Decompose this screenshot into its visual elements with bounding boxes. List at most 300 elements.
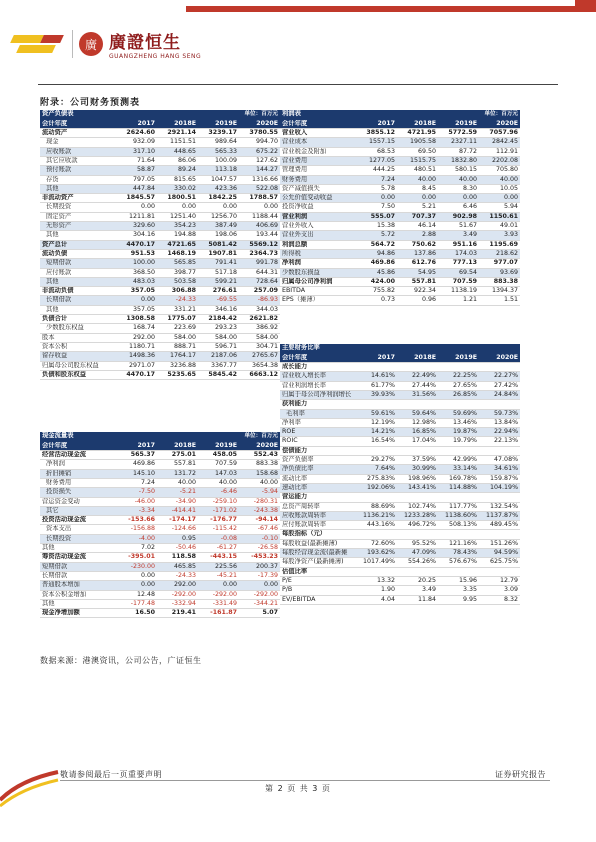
table-row [40,451,280,460]
row-value: -453.23 [239,553,280,562]
row-value: 2184.42 [198,315,239,324]
row-value: 557.81 [157,460,198,469]
row-value: 198.96% [397,474,438,483]
year-header: 2018E [157,441,198,450]
row-value: 508.13% [438,521,479,530]
row-value: 118.58 [157,553,198,562]
row-value [356,567,397,576]
row-value: 2621.82 [239,315,280,324]
row-value: 1.90 [356,586,397,595]
table-row [280,418,520,427]
table-row [40,249,280,258]
row-value: 398.77 [157,268,198,277]
row-value: -94.14 [239,516,280,525]
year-header-row [40,119,280,128]
row-value: 329.60 [116,222,157,231]
row-value [397,446,438,455]
row-value: 59.61% [356,409,397,418]
row-value: 137.86 [397,249,438,258]
row-label: 其它应收款 [40,156,116,165]
row-value: 317.10 [116,147,157,156]
row-value: 1017.49% [356,558,397,567]
row-value: 29.27% [356,456,397,465]
row-value: 87.72 [438,147,479,156]
row-value: 2364.73 [239,249,280,258]
row-value: -24.33 [157,571,198,580]
row-value: 145.10 [116,469,157,478]
row-value: 39.93% [356,390,397,399]
row-value: 0.00 [116,296,157,305]
row-value [479,363,520,372]
row-value: 200.37 [239,562,280,571]
row-value: -7.50 [116,488,157,497]
row-value: 977.07 [479,259,520,268]
row-value: 13.32 [356,576,397,585]
row-value: 644.31 [239,268,280,277]
row-value: -34.90 [157,497,198,506]
row-value: 3.35 [438,586,479,595]
table-row [280,437,520,446]
row-value: 951.53 [116,249,157,258]
row-value [438,400,479,409]
row-value: 386.92 [239,324,280,333]
table-row [280,287,520,296]
row-value: 4470.17 [116,240,157,249]
blank-cell [356,110,397,119]
row-label: 其它 [40,506,116,515]
row-label: 净利润 [40,460,116,469]
table-row [40,129,280,138]
brand-name-en: GUANGZHENG HANG SENG [109,53,202,60]
table-row [40,287,280,296]
row-value: 675.22 [239,147,280,156]
year-header-row [280,119,520,128]
row-value: 3239.17 [198,129,239,138]
table-row [40,324,280,333]
row-value: 2971.07 [116,361,157,370]
year-header: 2018E [157,119,198,128]
row-label: 非流动资产 [40,194,116,203]
row-value: 40.00 [239,478,280,487]
row-value: -414.41 [157,506,198,515]
row-value: 22.94% [479,428,520,437]
blank-cell [157,110,198,119]
row-value: -17.39 [239,571,280,580]
section-title-row [40,110,280,119]
table-row [40,525,280,534]
row-value: 58.87 [116,166,157,175]
row-value: 496.72% [397,521,438,530]
row-value: -4.00 [116,534,157,543]
row-value: 7.24 [116,478,157,487]
year-header: 2017 [356,353,397,362]
row-label: 无形资产 [40,222,116,231]
row-value: 503.58 [157,277,198,286]
row-value: -153.66 [116,516,157,525]
row-value: 13.84% [479,418,520,427]
table-row [40,277,280,286]
row-value: 59.73% [479,409,520,418]
row-value: 1775.07 [157,315,198,324]
table-row [280,212,520,221]
row-value: 1138.60% [438,511,479,520]
row-value: 2187.06 [198,352,239,361]
row-label: 每股经营现金流(最新摊 [280,549,356,558]
row-value: 121.16% [438,539,479,548]
row-value: 40.00 [157,478,198,487]
row-value [356,493,397,502]
row-value: 4.04 [356,595,397,604]
row-value: 61.77% [356,381,397,390]
row-value: 304.71 [239,342,280,351]
row-value: 275.01 [157,451,198,460]
row-value [397,400,438,409]
footer-divider [60,780,550,781]
data-source-note: 数据来源：港澳资讯，公司公告，广证恒生 [40,656,202,665]
row-label: 归属母公司净利润 [280,277,356,286]
row-value: 19.87% [438,428,479,437]
row-value: 276.61 [198,287,239,296]
row-value: -86.93 [239,296,280,305]
logo-divider [72,30,73,58]
table-row [280,268,520,277]
row-value: 33.14% [438,465,479,474]
row-value [479,446,520,455]
row-value: 42.99% [438,456,479,465]
row-label: 应收账款 [40,147,116,156]
row-value: 114.88% [438,483,479,492]
row-value: 557.81 [397,277,438,286]
row-value: 71.64 [116,156,157,165]
year-header: 2019E [438,119,479,128]
row-value: 5772.59 [438,129,479,138]
row-value: 193.44 [239,231,280,240]
row-value: 6.46 [438,203,479,212]
row-value: -344.21 [239,599,280,608]
row-value: 100.00 [116,259,157,268]
row-value: 0.00 [116,571,157,580]
row-value: 4721.95 [397,129,438,138]
row-value: -115.42 [198,525,239,534]
row-value: 1211.81 [116,212,157,221]
row-value: 522.08 [239,184,280,193]
balance-sheet-table [40,110,280,380]
row-label: 少数股东损益 [280,268,356,277]
row-value: 1137.87% [479,511,520,520]
row-value: 584.00 [239,333,280,342]
row-value: 584.00 [157,333,198,342]
row-value [397,567,438,576]
row-label: 留存收益 [40,352,116,361]
row-value: 554.26% [397,558,438,567]
row-label: 流动资产 [40,129,116,138]
row-value: 31.56% [397,390,438,399]
row-value: 555.07 [356,212,397,221]
row-label: 现金 [40,138,116,147]
row-value: -6.46 [198,488,239,497]
row-value: 517.18 [198,268,239,277]
row-value: 93.69 [479,268,520,277]
row-label: 普通股本增加 [40,581,116,590]
row-value: 483.03 [116,277,157,286]
table-row [40,259,280,268]
row-label: 公允价值变动收益 [280,194,356,203]
row-value: 883.38 [239,460,280,469]
row-value: 0.00 [198,581,239,590]
table-row [40,562,280,571]
row-label: 长期投资 [40,203,116,212]
row-label: 其他 [40,599,116,608]
row-label: 营业利润增长率 [280,381,356,390]
year-header: 2017 [116,119,157,128]
row-value: -26.58 [239,544,280,553]
blank-cell [157,432,198,441]
year-header: 2019E [438,353,479,362]
row-value: 16.54% [356,437,397,446]
row-value: -259.10 [198,497,239,506]
table-row [40,599,280,608]
year-header: 2018E [397,119,438,128]
row-value: 218.62 [479,249,520,258]
row-value: 447.84 [116,184,157,193]
table-row [280,240,520,249]
table-row [40,478,280,487]
table-row [280,595,520,604]
row-label: 资产减值损失 [280,184,356,193]
row-label: 长期借款 [40,571,116,580]
row-value: 2624.60 [116,129,157,138]
row-value [438,530,479,539]
table-row [40,305,280,314]
row-label: 投资活动现金流 [40,516,116,525]
row-value: 30.99% [397,465,438,474]
row-value: 168.74 [116,324,157,333]
row-value: 883.38 [479,277,520,286]
row-value: 5569.12 [239,240,280,249]
year-header: 2020E [239,441,280,450]
row-label: 净利润 [280,259,356,268]
row-value: 357.05 [116,287,157,296]
row-value: 95.52% [397,539,438,548]
row-value: 331.21 [157,305,198,314]
row-value: 3367.77 [198,361,239,370]
table-row [280,156,520,165]
table-row [280,372,520,381]
row-value: -124.66 [157,525,198,534]
row-value: 0.00 [239,203,280,212]
row-value: 424.00 [356,277,397,286]
section-title: 现金流量表 [40,432,116,441]
row-value: 68.53 [356,147,397,156]
row-value: 0.00 [356,194,397,203]
row-value: 40.00 [397,175,438,184]
table-row [280,166,520,175]
table-row [40,212,280,221]
table-row [280,259,520,268]
row-value: 12.48 [116,590,157,599]
row-value: 989.64 [198,138,239,147]
row-value: 49.01 [479,222,520,231]
row-value: 596.71 [198,342,239,351]
row-value: 27.42% [479,381,520,390]
row-value: 565.33 [198,147,239,156]
table-row [280,567,520,576]
row-value: 292.00 [157,581,198,590]
table-row [280,511,520,520]
row-label: 资本公积 [40,342,116,351]
row-value [356,363,397,372]
row-value: 219.41 [157,609,198,618]
table-row [280,194,520,203]
row-value: 9.95 [438,595,479,604]
table-row [40,469,280,478]
table-row [280,549,520,558]
row-value [438,493,479,502]
row-value: 1150.61 [479,212,520,221]
row-value: 1136.21% [356,511,397,520]
row-value: 113.18 [198,166,239,175]
row-value: 102.74% [397,502,438,511]
row-label: EPS（摊薄） [280,296,356,305]
row-value: -292.00 [239,590,280,599]
row-value: -69.55 [198,296,239,305]
table-row [280,558,520,567]
row-value: 292.00 [116,333,157,342]
row-value: 143.41% [397,483,438,492]
row-value: 7.50 [356,203,397,212]
row-value: 0.00 [198,203,239,212]
row-value: 86.06 [157,156,198,165]
row-value: 37.59% [397,456,438,465]
row-value: 0.00 [239,581,280,590]
row-value: 40.00 [198,478,239,487]
section-title-row [280,110,520,119]
row-value: 1188.44 [239,212,280,221]
table-row [40,534,280,543]
section-title: 资产负债表 [40,110,116,119]
row-value: 1907.81 [198,249,239,258]
row-value: 94.86 [356,249,397,258]
row-value: 12.98% [397,418,438,427]
row-value [479,493,520,502]
row-value: 922.34 [397,287,438,296]
row-value [438,567,479,576]
table-row [280,586,520,595]
table-row [280,129,520,138]
row-value: 1195.69 [479,240,520,249]
row-value: 902.98 [438,212,479,221]
row-value: 1180.71 [116,342,157,351]
footer-disclaimer: 敬请参阅最后一页重要声明 [60,770,162,779]
row-value: 293.23 [198,324,239,333]
row-value: 2921.14 [157,129,198,138]
row-value: 198.06 [198,231,239,240]
row-value [356,446,397,455]
row-value: 489.45% [479,521,520,530]
row-label: 营业成本 [280,138,356,147]
row-value [356,400,397,409]
row-label: 负债合计 [40,315,116,324]
row-value: 27.65% [438,381,479,390]
row-value: 3.93 [479,231,520,240]
row-value: 1308.58 [116,315,157,324]
row-label: 速动比率 [280,483,356,492]
row-value: 1256.70 [198,212,239,221]
row-value: -156.88 [116,525,157,534]
row-value: 47.09% [397,549,438,558]
row-value [356,530,397,539]
row-value: 24.84% [479,390,520,399]
row-value: -292.00 [157,590,198,599]
table-row [40,488,280,497]
table-row [40,516,280,525]
row-value: 705.80 [479,166,520,175]
row-label: 成长能力 [280,363,356,372]
row-value: 51.67 [438,222,479,231]
blank-cell [397,110,438,119]
row-value: 1788.57 [239,194,280,203]
section-title: 利润表 [280,110,356,119]
row-value: 991.78 [239,259,280,268]
row-value: 304.16 [116,231,157,240]
row-label: 营业收入增长率 [280,372,356,381]
row-value: 225.56 [198,562,239,571]
row-value: -61.27 [198,544,239,553]
row-value: 192.06% [356,483,397,492]
row-value: 0.00 [438,194,479,203]
blank-cell [116,432,157,441]
row-value: 1842.25 [198,194,239,203]
row-value: -292.00 [198,590,239,599]
row-value: -443.15 [198,553,239,562]
row-value: 8.32 [479,595,520,604]
row-value: -332.94 [157,599,198,608]
table-row [40,222,280,231]
row-label: 营业外收入 [280,222,356,231]
row-value: 1832.80 [438,156,479,165]
row-value: 777.13 [438,259,479,268]
table-row [280,231,520,240]
row-value: 16.85% [397,428,438,437]
row-label: 短期借款 [40,562,116,571]
header-divider [38,84,558,85]
row-label: 每股净资产(最新摊薄) [280,558,356,567]
row-value: 174.03 [438,249,479,258]
row-value: 14.61% [356,372,397,381]
row-value: 257.09 [239,287,280,296]
column-header: 会计年度 [40,441,116,450]
row-label: 所得税 [280,249,356,258]
row-value: 0.96 [397,296,438,305]
header-red-bar [186,6,596,12]
row-value: 5235.65 [157,370,198,379]
row-label: 其他 [40,305,116,314]
row-value: 22.27% [479,372,520,381]
row-value: 127.62 [239,156,280,165]
row-value: -171.02 [198,506,239,515]
row-value: 3654.38 [239,361,280,370]
table-row [280,222,520,231]
row-value: 1251.40 [157,212,198,221]
row-value: 2327.11 [438,138,479,147]
table-row [280,147,520,156]
row-label: 长期投资 [40,534,116,543]
row-value: 132.54% [479,502,520,511]
row-label: 营运能力 [280,493,356,502]
row-label: 其他 [40,231,116,240]
row-label: 获利能力 [280,400,356,409]
unit-label: 单位：百万元 [438,110,520,119]
